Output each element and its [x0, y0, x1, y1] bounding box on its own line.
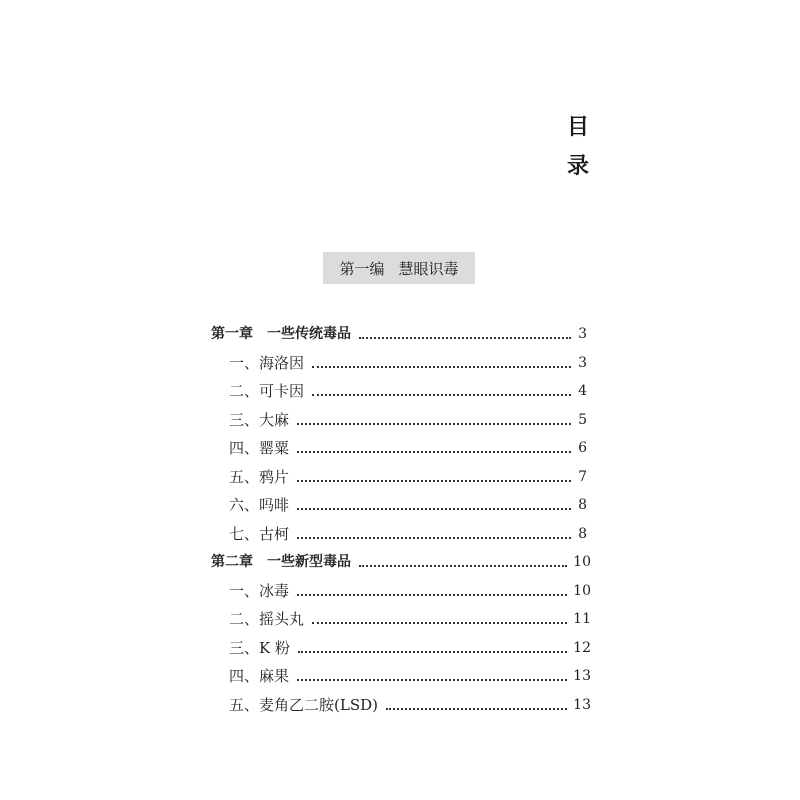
- toc-entry-label: 二、可卡因: [229, 382, 305, 400]
- toc-entry-page: 3: [578, 326, 587, 342]
- dot-leader: [298, 651, 567, 653]
- toc-entry-page: 10: [573, 583, 591, 599]
- toc-entry-page: 11: [573, 611, 591, 627]
- dot-leader: [312, 394, 571, 396]
- part-number: 第一编: [339, 259, 385, 278]
- dot-leader: [297, 537, 571, 539]
- dot-leader: [297, 423, 571, 425]
- toc-entry-label: 五、鸦片: [229, 468, 290, 486]
- toc-entry-section[interactable]: [229, 408, 587, 430]
- dot-leader: [297, 594, 567, 596]
- toc-entry-label: 四、罂粟: [229, 439, 290, 457]
- dot-leader: [297, 508, 571, 510]
- dot-leader: [297, 451, 571, 453]
- toc-entry-chapter-1[interactable]: [211, 322, 587, 344]
- toc-entry-label: 一、冰毒: [229, 582, 290, 600]
- dot-leader: [297, 679, 567, 681]
- toc-entry-label: 二、摇头丸: [229, 610, 305, 628]
- toc-entry-label: 三、大麻: [229, 411, 290, 429]
- dot-leader: [312, 366, 571, 368]
- toc-entry-section[interactable]: [229, 579, 591, 601]
- toc-entry-label: 四、麻果: [229, 667, 290, 685]
- toc-heading-char-2: 录: [566, 154, 589, 179]
- toc-entry-section[interactable]: [229, 693, 591, 715]
- toc-entry-page: 10: [573, 554, 591, 570]
- toc-entry-section[interactable]: [229, 664, 591, 686]
- toc-entry-page: 12: [573, 640, 591, 656]
- dot-leader: [359, 565, 567, 567]
- toc-heading-char-1: 目: [566, 115, 589, 140]
- toc-entry-page: 3: [578, 355, 587, 371]
- toc-entry-section[interactable]: [229, 493, 587, 515]
- dot-leader: [386, 708, 567, 710]
- toc-entry-chapter-2[interactable]: [211, 550, 591, 572]
- toc-entry-page: 13: [573, 668, 591, 684]
- toc-entry-label: 一、海洛因: [229, 354, 305, 372]
- toc-entry-section[interactable]: [229, 379, 587, 401]
- toc-entry-page: 5: [578, 412, 587, 428]
- toc-entry-section[interactable]: [229, 636, 591, 658]
- toc-entry-label: 第二章 一些新型毒品: [211, 554, 351, 570]
- toc-entry-page: 13: [573, 697, 591, 713]
- toc-entry-section[interactable]: [229, 436, 587, 458]
- toc-entry-label: 五、麦角乙二胺(LSD): [229, 696, 378, 714]
- toc-entry-page: 7: [578, 469, 587, 485]
- dot-leader: [359, 337, 571, 339]
- toc-entry-section[interactable]: [229, 607, 591, 629]
- toc-entry-section[interactable]: [229, 351, 587, 373]
- toc-entry-label: 七、古柯: [229, 525, 290, 543]
- toc-entry-page: 8: [578, 526, 587, 542]
- part-title: 慧眼识毒: [398, 259, 459, 278]
- toc-entry-page: 6: [578, 440, 587, 456]
- toc-entry-label: 第一章 一些传统毒品: [211, 326, 351, 342]
- dot-leader: [297, 480, 571, 482]
- toc-entry-page: 4: [578, 383, 587, 399]
- toc-entry-label: 三、K 粉: [229, 639, 290, 657]
- dot-leader: [312, 622, 567, 624]
- toc-entry-page: 8: [578, 497, 587, 513]
- toc-entry-section[interactable]: [229, 522, 587, 544]
- toc-entry-label: 六、吗啡: [229, 496, 290, 514]
- toc-entry-section[interactable]: [229, 465, 587, 487]
